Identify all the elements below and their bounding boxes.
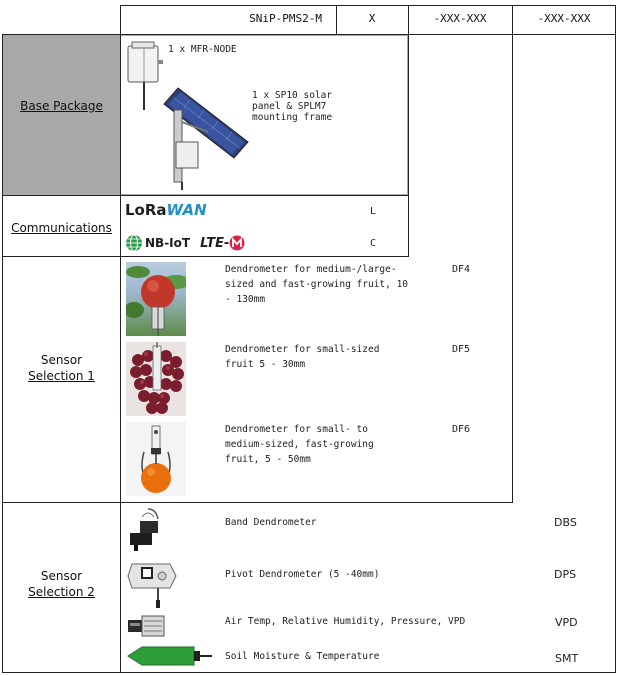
lorawan-logo	[125, 201, 207, 219]
df6-photo	[126, 422, 186, 496]
sensor1-label-line1: Sensor	[40, 353, 83, 367]
sensor2-desc-vpd: Air Temp, Relative Humidity, Pressure, VPD	[225, 616, 466, 627]
header-cell-sensor1: -XXX-XXX	[433, 12, 487, 25]
header-cell-sensor2: -XXX-XXX	[537, 12, 591, 25]
sensor2-label	[3, 568, 120, 600]
sensor1-desc-df4: Dendrometer for medium-/large-sized and fast-growing fruit, 10 - 130mm	[225, 264, 409, 305]
sensor1-code-df4: DF4	[452, 264, 471, 275]
lorawan-logo-wan: WAN	[166, 201, 207, 219]
band-dendrometer-image	[126, 507, 168, 553]
sensor1-code-df5: DF5	[452, 344, 471, 355]
sensor1-desc-df6: Dendrometer for small- to medium-sized, fast-growing fruit, 5 - 50mm	[225, 424, 374, 465]
header-cell-comms: X	[368, 12, 376, 25]
sensor2-label-line1: Sensor	[40, 569, 83, 583]
comms-code-cellular: C	[370, 238, 377, 249]
sensor2-code-dps: DPS	[554, 568, 577, 581]
sensor1-label	[3, 352, 120, 384]
sensor2-desc-dps: Pivot Dendrometer (5 -40mm)	[225, 569, 380, 580]
nbiot-logo-text: NB-IoT	[145, 236, 191, 250]
ltem-logo-text: LTE-	[200, 235, 230, 251]
sensor2-desc-smt: Soil Moisture & Temperature	[225, 651, 380, 662]
lorawan-logo-lora: LoRa	[125, 201, 167, 219]
base-package-label: Base Package	[20, 99, 103, 113]
base-item-solar: 1 x SP10 solar panel & SPLM7 mounting frame	[252, 90, 333, 123]
pivot-dendrometer-image	[126, 558, 178, 610]
solar-panel-image	[160, 86, 256, 190]
sensor1-code-df6: DF6	[452, 424, 471, 435]
header-cell-model: SNiP-PMS2-M	[249, 12, 322, 25]
sensor2-code-vpd: VPD	[555, 616, 578, 629]
ltem-m-badge-icon	[229, 235, 245, 251]
communications-label: Communications	[11, 221, 112, 235]
globe-icon	[125, 234, 143, 252]
sensor2-desc-dbs: Band Dendrometer	[225, 517, 317, 528]
df5-photo	[126, 342, 186, 416]
sensor1-label-line2: Selection 1	[28, 369, 95, 383]
comms-code-lorawan: L	[370, 206, 377, 217]
base-item-node: 1 x MFR-NODE	[168, 44, 237, 55]
nbiot-ltem-logo	[125, 233, 245, 253]
sensor2-code-smt: SMT	[555, 652, 579, 665]
soil-probe-image	[126, 645, 214, 667]
sensor2-code-dbs: DBS	[554, 516, 577, 529]
sensor2-label-line2: Selection 2	[28, 585, 95, 599]
air-sensor-image	[126, 612, 170, 640]
df4-photo	[126, 262, 186, 336]
sensor1-desc-df5: Dendrometer for small-sized fruit 5 - 30mm	[225, 344, 380, 370]
